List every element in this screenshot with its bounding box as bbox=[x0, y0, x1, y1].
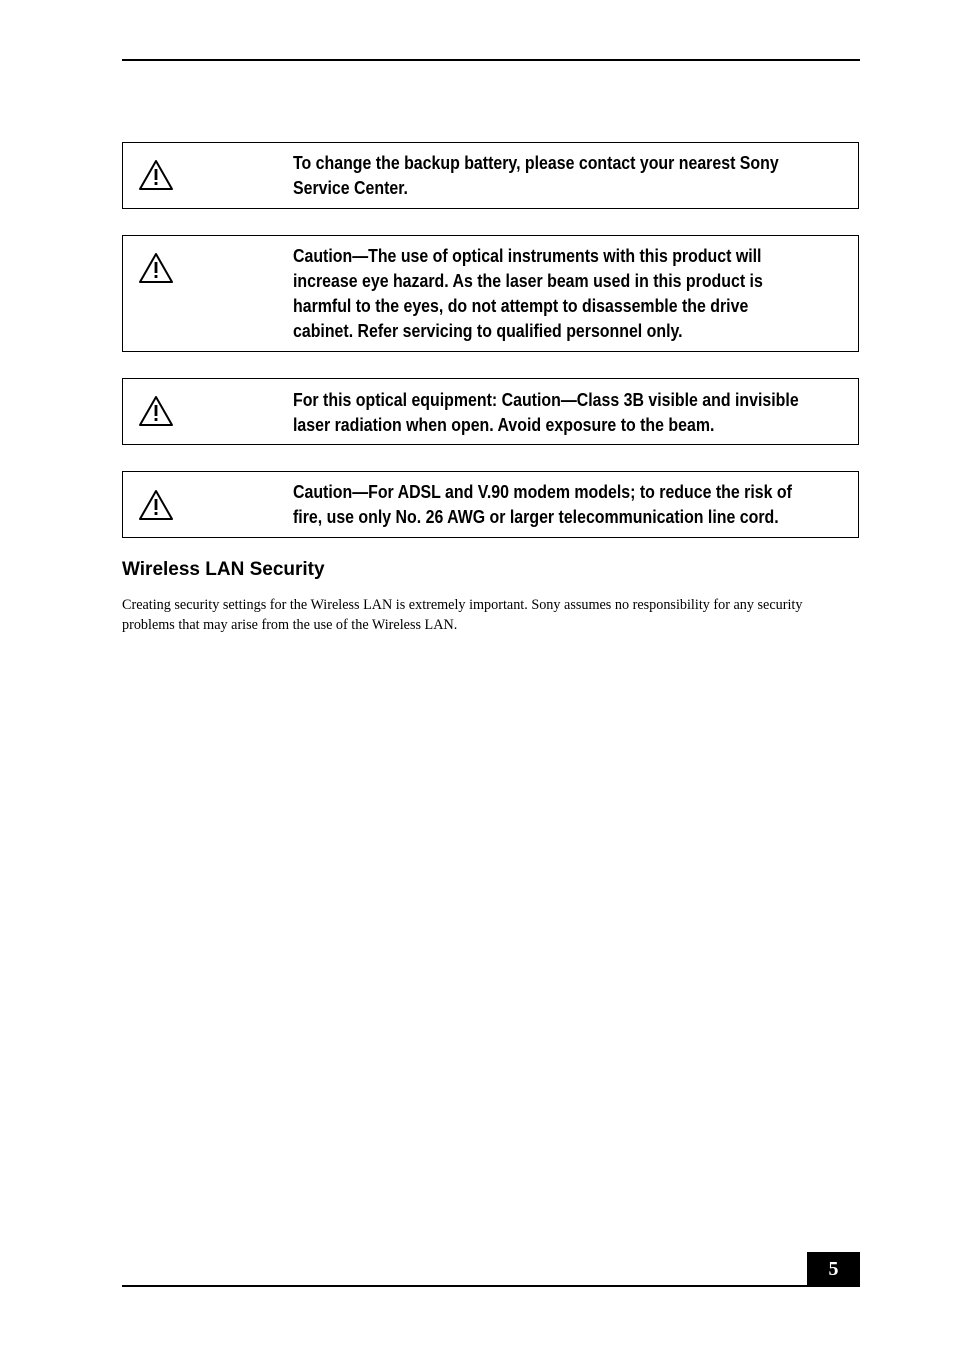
warning-triangle-icon bbox=[138, 252, 174, 284]
warning-line: Service Center. bbox=[293, 177, 408, 198]
warning-line: harmful to the eyes, do not attempt to disassemble the drive bbox=[293, 295, 749, 316]
warning-triangle-icon bbox=[138, 489, 174, 521]
warning-box-modem-cord bbox=[122, 471, 859, 538]
page-number: 5 bbox=[807, 1252, 860, 1287]
warning-triangle-icon bbox=[138, 395, 174, 427]
warning-box-laser-radiation bbox=[122, 378, 859, 445]
warning-line: cabinet. Refer servicing to qualified personnel only. bbox=[293, 320, 683, 341]
warning-text bbox=[293, 479, 792, 529]
section-body: Creating security settings for the Wireless LAN is extremely important. Sony assumes no responsibility for any security problems that may arise from the use of the Wireless LAN. bbox=[122, 597, 803, 633]
warning-text bbox=[293, 150, 779, 200]
warning-line: Caution—The use of optical instruments with this product will bbox=[293, 245, 762, 266]
section-heading: Wireless LAN Security bbox=[122, 559, 325, 580]
warning-text bbox=[293, 243, 772, 343]
warning-line: laser radiation when open. Avoid exposure to the beam. bbox=[293, 414, 715, 435]
warning-text bbox=[293, 387, 799, 437]
warning-line: increase eye hazard. As the laser beam used in this product is bbox=[293, 270, 763, 291]
warning-line: To change the backup battery, please contact your nearest Sony bbox=[293, 152, 779, 173]
warning-line: fire, use only No. 26 AWG or larger telecommunication line cord. bbox=[293, 506, 779, 527]
warning-line: For this optical equipment: Caution—Class 3B visible and invisible bbox=[293, 389, 799, 410]
footer-rule bbox=[122, 1285, 860, 1287]
warning-line: Caution—For ADSL and V.90 modem models; to reduce the risk of bbox=[293, 481, 792, 502]
warning-box-battery bbox=[122, 142, 859, 209]
warning-triangle-icon bbox=[138, 159, 174, 191]
warning-box-optical-instruments bbox=[122, 235, 859, 352]
header-rule bbox=[122, 59, 860, 61]
